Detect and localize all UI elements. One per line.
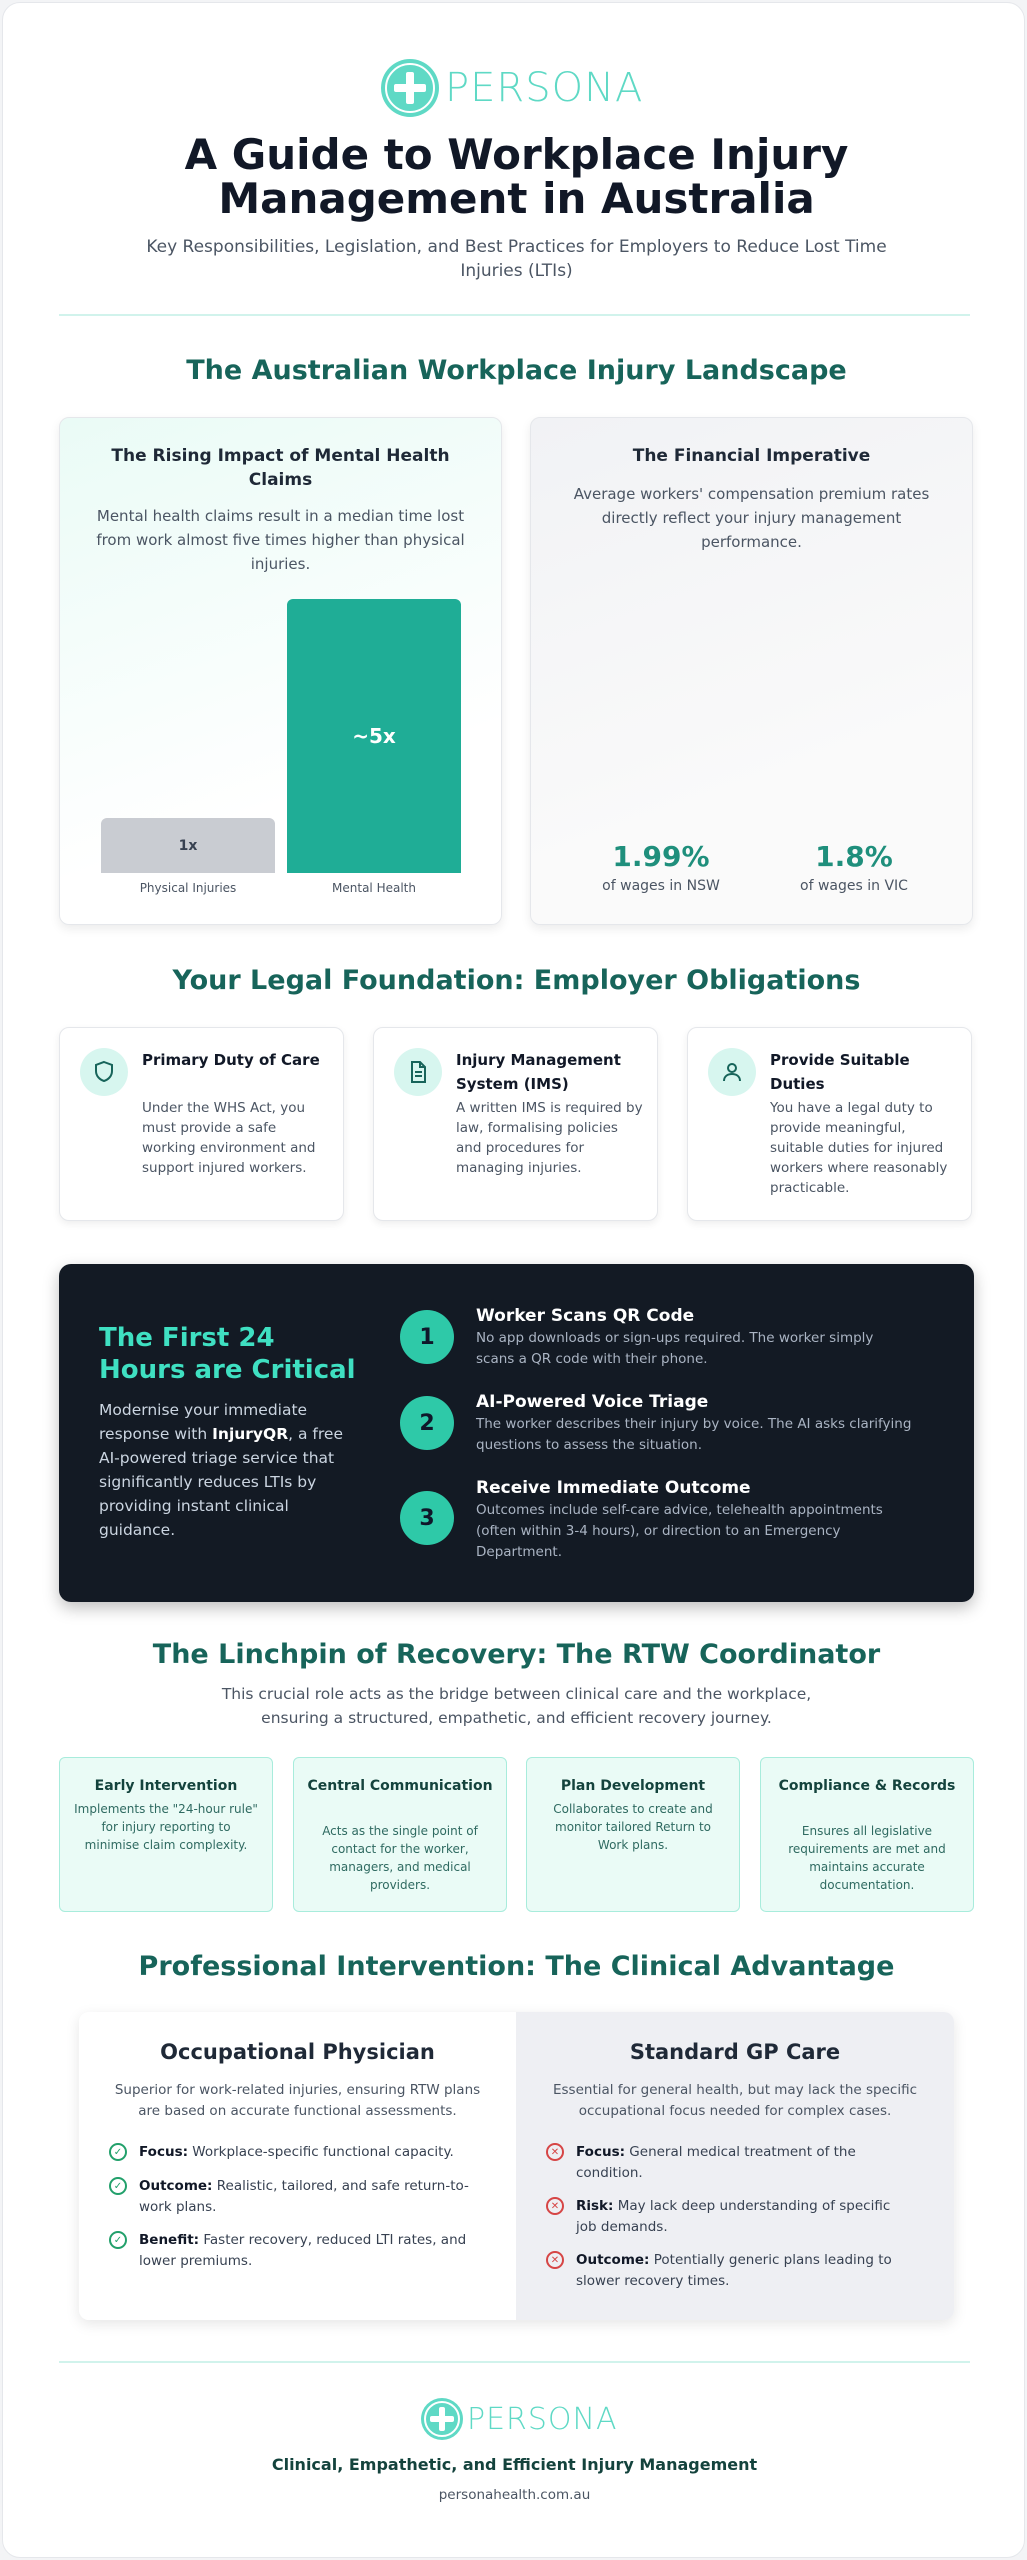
- x-circle-icon: ✕: [546, 2251, 564, 2269]
- page-subtitle: Key Responsibilities, Legislation, and Best Practices for Employers to Reduce Lost Time Injuries (LTIs): [146, 237, 887, 281]
- occupational-physician-column: [79, 2012, 516, 2320]
- rtw-card-text: Acts as the single point of contact for the worker, managers, and medical providers.: [322, 1824, 478, 1892]
- clinical-comparison: [79, 2012, 954, 2320]
- rtw-card-text: Collaborates to create and monitor tailored Return to Work plans.: [553, 1802, 713, 1852]
- step-3-text: Outcomes include self-care advice, telehealth appointments (often within 3-4 hours), or direction to an Emergency Department.: [476, 1502, 883, 1560]
- medical-cross-icon: [381, 59, 439, 117]
- chart-data-label: ~5x: [352, 724, 396, 748]
- brand-logo: [381, 59, 643, 117]
- duty-of-care-title: Primary Duty of Care: [142, 1051, 320, 1069]
- suitable-duties-text: You have a legal duty to provide meaningful, suitable duties for injured workers where reasonably practicable.: [770, 1100, 948, 1196]
- first-24-title: The First 24 Hours are Critical: [99, 1323, 356, 1385]
- suitable-duties-title: Provide Suitable Duties: [770, 1051, 910, 1093]
- rtw-card-early-intervention: [59, 1757, 273, 1912]
- chart-bar-physical-injuries: [101, 818, 275, 873]
- medical-cross-icon: [421, 2398, 463, 2440]
- first-24-text: Modernise your immediate response with InjuryQR, a free AI-powered triage service that significantly reduces LTIs by providing instant clinical guidance.: [99, 1401, 343, 1539]
- rtw-card-text: Implements the "24-hour rule" for injury reporting to minimise claim complexity.: [74, 1802, 258, 1852]
- suitable-duties-card: [687, 1027, 972, 1221]
- step-2-text: The worker describes their injury by voice. The AI asks clarifying questions to assess the situation.: [476, 1416, 912, 1453]
- person-icon: [708, 1048, 756, 1096]
- x-circle-icon: ✕: [546, 2143, 564, 2161]
- check-icon: ✓: [109, 2177, 127, 2195]
- stat-vic-label: of wages in VIC: [800, 878, 908, 894]
- section-title-landscape: The Australian Workplace Injury Landscape: [186, 355, 847, 386]
- occupational-item: ✓ Outcome: Realistic, tailored, and safe return-to-work plans.: [109, 2176, 476, 2218]
- stat-nsw-value: 1.99%: [612, 840, 710, 873]
- ims-title: Injury Management System (IMS): [456, 1051, 621, 1093]
- first-24-hours-panel: [59, 1264, 974, 1602]
- rtw-card-central-communication: [293, 1757, 507, 1912]
- page-title: A Guide to Workplace Injury Management in Australia: [184, 130, 849, 223]
- header-divider: [59, 314, 970, 316]
- footer-logo: [421, 2398, 618, 2440]
- rtw-card-text: Ensures all legislative requirements are met and maintains accurate documentation.: [788, 1824, 946, 1892]
- step-1-title: Worker Scans QR Code: [476, 1306, 695, 1326]
- rtw-card-title: Central Communication: [307, 1778, 493, 1794]
- rtw-card-title: Plan Development: [560, 1778, 706, 1794]
- footer-tagline: Clinical, Empathetic, and Efficient Injury Management: [271, 2455, 758, 2474]
- footer-divider: [59, 2361, 970, 2363]
- rtw-card-title: Compliance & Records: [778, 1778, 956, 1794]
- mental-health-title: The Rising Impact of Mental Health Claims: [111, 446, 450, 490]
- gp-item: ✕ Focus: General medical treatment of the condition.: [546, 2142, 914, 2184]
- document-icon: [394, 1048, 442, 1096]
- footer-url[interactable]: personahealth.com.au: [438, 2487, 591, 2503]
- rtw-card-plan-development: [526, 1757, 740, 1912]
- step-1-text: No app downloads or sign-ups required. The worker simply scans a QR code with their phone.: [476, 1330, 874, 1367]
- check-icon: ✓: [109, 2231, 127, 2249]
- step-2-number: 2: [400, 1396, 454, 1450]
- financial-title: The Financial Imperative: [632, 446, 871, 466]
- gp-subtitle: Essential for general health, but may lack the specific occupational focus needed for complex cases.: [552, 2082, 917, 2119]
- step-3-title: Receive Immediate Outcome: [476, 1478, 751, 1498]
- occupational-title: Occupational Physician: [160, 2040, 435, 2064]
- occupational-item: ✓ Focus: Workplace-specific functional capacity.: [109, 2142, 476, 2163]
- financial-card: [530, 417, 973, 925]
- ims-text: A written IMS is required by law, formalising policies and procedures for managing injuries.: [456, 1100, 643, 1176]
- duty-of-care-text: Under the WHS Act, you must provide a safe working environment and support injured workers.: [142, 1100, 316, 1176]
- footer-brand-name: PERSONA: [467, 2401, 618, 2437]
- gp-item: ✕ Risk: May lack deep understanding of specific job demands.: [546, 2196, 914, 2238]
- check-icon: ✓: [109, 2143, 127, 2161]
- mental-health-text: Mental health claims result in a median time lost from work almost five times higher than physical injuries.: [96, 507, 465, 573]
- stat-vic-value: 1.8%: [815, 840, 893, 873]
- standard-gp-column: [516, 2012, 954, 2320]
- stat-nsw-label: of wages in NSW: [602, 878, 720, 894]
- chart-category-label: Mental Health: [332, 881, 416, 895]
- duty-of-care-card: [59, 1027, 344, 1221]
- occupational-subtitle: Superior for work-related injuries, ensuring RTW plans are based on accurate functional assessments.: [114, 2082, 481, 2119]
- rtw-card-title: Early Intervention: [94, 1778, 238, 1794]
- occupational-item: ✓ Benefit: Faster recovery, reduced LTI rates, and lower premiums.: [109, 2230, 476, 2272]
- chart-bar-mental-health: [287, 599, 461, 873]
- mental-health-card: [59, 417, 502, 925]
- step-1-number: 1: [400, 1310, 454, 1364]
- section-title-legal: Your Legal Foundation: Employer Obligations: [172, 965, 861, 996]
- step-2-title: AI-Powered Voice Triage: [476, 1392, 709, 1412]
- gp-item: ✕ Outcome: Potentially generic plans leading to slower recovery times.: [546, 2250, 914, 2292]
- infographic-page: [2, 2, 1025, 2558]
- brand-name: PERSONA: [445, 65, 644, 111]
- gp-title: Standard GP Care: [629, 2040, 841, 2064]
- step-3-number: 3: [400, 1491, 454, 1545]
- rtw-subtitle: This crucial role acts as the bridge between clinical care and the workplace, ensuring a structured, empathetic, and efficient recovery journey.: [221, 1685, 812, 1727]
- financial-text: Average workers' compensation premium rates directly reflect your injury management performance.: [573, 485, 930, 551]
- chart-category-label: Physical Injuries: [139, 881, 237, 895]
- rtw-card-compliance-records: [760, 1757, 974, 1912]
- ims-card: [373, 1027, 658, 1221]
- section-title-clinical: Professional Intervention: The Clinical Advantage: [138, 1951, 895, 1982]
- chart-data-label: 1x: [178, 837, 198, 854]
- x-circle-icon: ✕: [546, 2197, 564, 2215]
- shield-icon: [80, 1048, 128, 1096]
- section-title-rtw: The Linchpin of Recovery: The RTW Coordinator: [152, 1639, 881, 1670]
- injuryqr-highlight: InjuryQR: [212, 1425, 289, 1443]
